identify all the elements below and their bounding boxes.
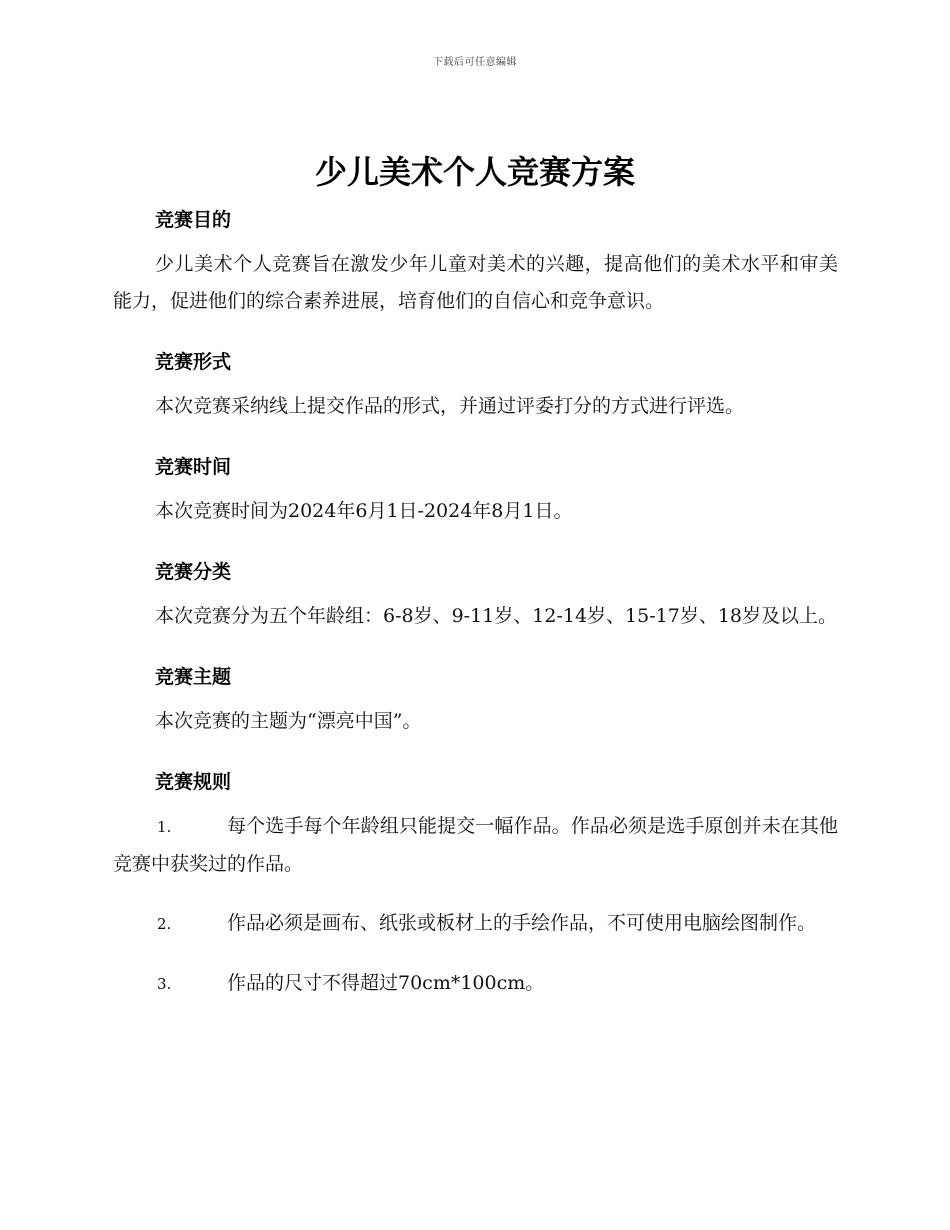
section-heading: 竞赛形式 [155,351,232,373]
rule-text: 作品必须是画布、纸张或板材上的手绘作品，不可使用电脑绘图制作。 [227,912,817,934]
rule-item [113,905,838,943]
section-rules [113,762,838,1003]
section-paragraph: 本次竞赛分为五个年龄组：6-8岁、9-11岁、12-14岁、15-17岁、18岁及以上。 [155,605,838,627]
section-categories [113,552,838,635]
section-paragraph: 本次竞赛的主题为“漂亮中国”。 [155,710,422,732]
section-purpose [113,200,838,320]
section-format [113,342,838,425]
section-heading: 竞赛目的 [155,209,232,231]
rule-item [113,808,838,883]
rule-number: 3. [157,975,172,993]
rule-item [113,965,838,1003]
section-heading: 竞赛规则 [155,771,232,793]
section-theme [113,657,838,740]
section-paragraph: 本次竞赛时间为2024年6月1日-2024年8月1日。 [155,500,573,522]
document-title: 少儿美术个人竞赛方案 [314,153,635,191]
rule-number: 1. [157,818,172,836]
rule-number: 2. [157,915,172,933]
section-heading: 竞赛时间 [155,456,232,478]
section-paragraph: 少儿美术个人竞赛旨在激发少年儿童对美术的兴趣，提高他们的美术水平和审美能力，促进他们的综合素养进展，培育他们的自信心和竞争意识。 [113,253,838,312]
document-body [113,200,838,1025]
section-time [113,447,838,530]
rule-text: 每个选手每个年龄组只能提交一幅作品。作品必须是选手原创并未在其他竞赛中获奖过的作品。 [113,815,838,875]
page-header-note: 下载后可任意编辑 [433,57,517,68]
section-paragraph: 本次竞赛采纳线上提交作品的形式，并通过评委打分的方式进行评选。 [155,395,745,417]
rule-text: 作品的尺寸不得超过70cm*100cm。 [227,972,545,994]
section-heading: 竞赛主题 [155,666,232,688]
section-heading: 竞赛分类 [155,561,232,583]
